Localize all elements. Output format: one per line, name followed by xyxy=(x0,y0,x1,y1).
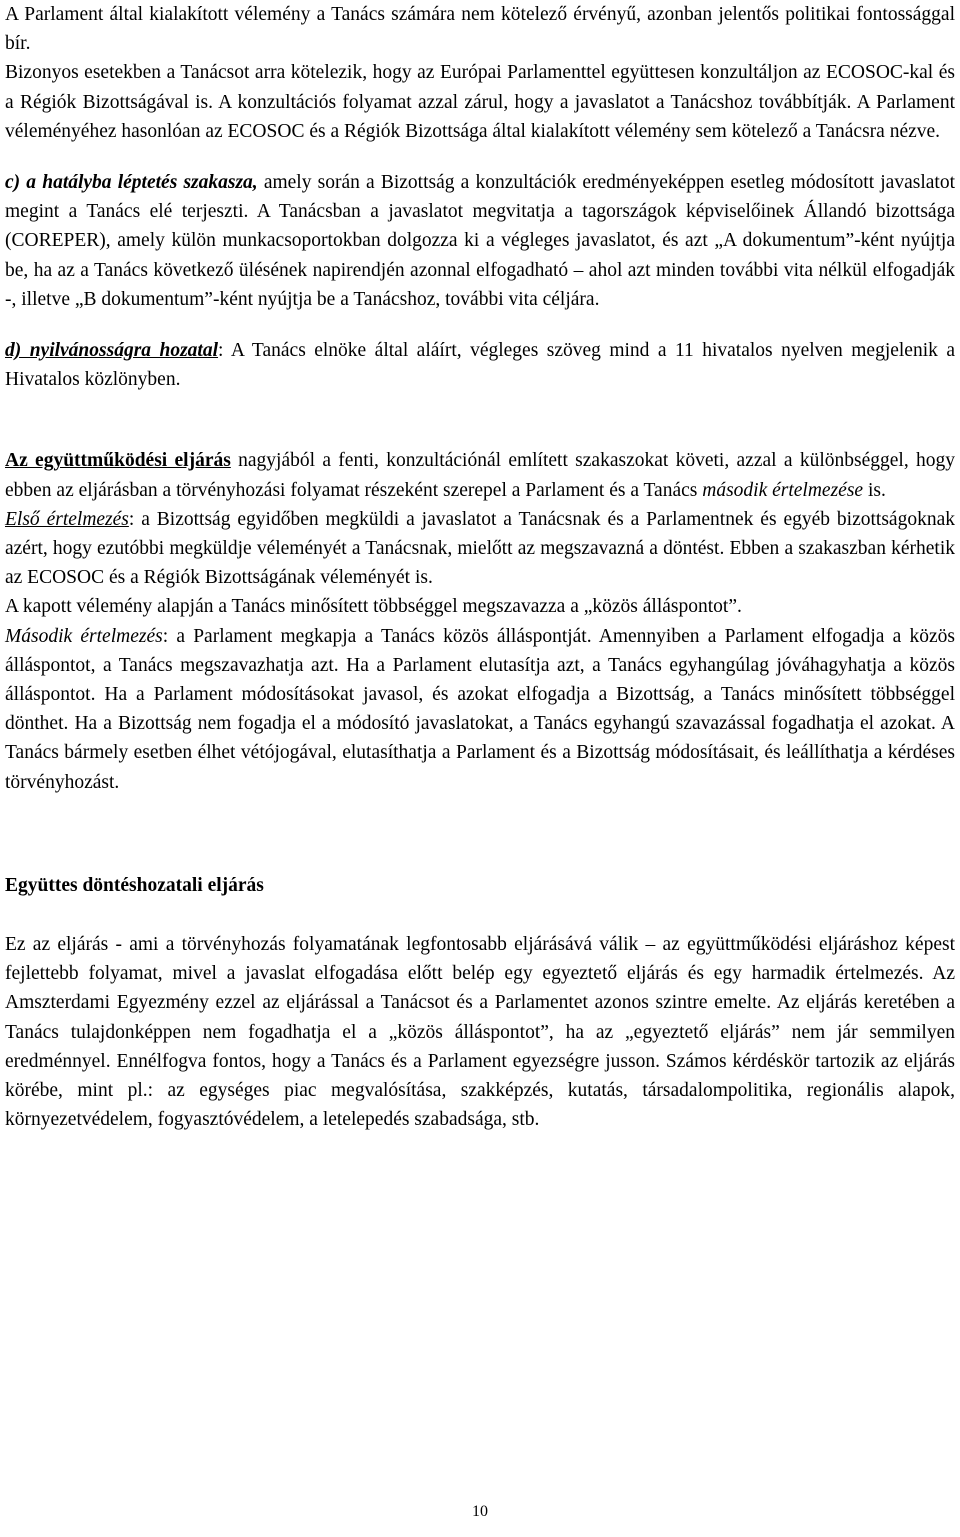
paragraph-stage-c xyxy=(5,168,955,314)
second-reading-term: második értelmezése xyxy=(702,479,864,501)
paragraph-joint-consultation: Bizonyos esetekben a Tanácsot arra kötelezik, hogy az Európai Parlamenttel együttesen konzultáljon az ECOSOC-kal és a Régiók Bizottságával is. A konzultációs folyamat azzal zárul, hogy a javaslatot a Tanácshoz továbbítják. A Parlament véleményéhez hasonlóan az ECOSOC és a Régiók Bizottsága által kialakított vélemény sem kötelező a Tanácsra nézve. xyxy=(5,62,955,142)
spacer xyxy=(5,146,955,168)
spacer xyxy=(5,797,955,871)
paragraph-stage-d xyxy=(5,336,955,394)
paragraph-parliament-opinion: A Parlament által kialakított vélemény a Tanács számára nem kötelező érvényű, azonban jelentős politikai fontossággal bír. xyxy=(5,4,955,55)
paragraph-second-reading xyxy=(5,622,955,797)
section-heading-codecision: Együttes döntéshozatali eljárás xyxy=(5,874,264,896)
cooperation-text-end: is. xyxy=(863,479,886,501)
cooperation-term: Az együttműködési eljárás xyxy=(5,450,231,472)
stage-c-text: amely során a Bizottság a konzultációk eredményeképpen esetleg módosított javaslatot megint a Tanács elé terjeszti. A Tanácsban a javaslatot megvitatja a tagországok képviselőinek Állandó bizottsága (COREPER), amely külön munkacsoportokban dolgozza ki a végleges javaslatot, és azt „A dokumentum”-ként nyújtja be, ha az a Tanács következő ülésének napirendjén azonnal elfogadható – ahol azt minden további vita nélkül elfogadják -, illetve „B dokumentum”-ként nyújtja be a Tanácshoz, további vita céljára. xyxy=(5,172,955,310)
second-reading-text: : a Parlament megkapja a Tanács közös álláspontját. Amennyiben a Parlament elfogadja a közös álláspontot, a Tanács megszavazhatja azt. Ha a Parlament elutasítja azt, a Tanács egyhangúlag jóváhagyhatja a közös álláspontot. Ha a Parlament módosításokat javasol, és azokat elfogadja a Bizottság, a Tanács minősített többséggel dönthet. Ha a Bizottság nem fogadja el a módosító javaslatokat, a Tanács egyhangú szavazással fogadhatja el azokat. A Tanács bármely esetben élhet vétójogával, elutasíthatja a Parlament és a Bizottság módosításait, és leállíthatja a kérdéses törvényhozást. xyxy=(5,625,955,793)
stage-d-text: : A Tanács elnöke által aláírt, végleges szöveg mind a 11 hivatalos nyelven megjelenik a Hivatalos közlönyben. xyxy=(5,340,955,391)
stage-d-label: d) nyilvánosságra hozatal xyxy=(5,340,219,362)
cooperation-text: nagyjából a fenti, konzultációnál említett szakaszokat követi, azzal a különbséggel, hogy ebben az eljárásban a törvényhozási folyamat részeként szerepel a Parlament és a Tanács xyxy=(5,450,955,501)
page-number: 10 xyxy=(472,1503,488,1520)
paragraph-council-position: A kapott vélemény alapján a Tanács minősített többséggel megszavazza a „közös álláspontot”. xyxy=(5,596,742,618)
spacer xyxy=(5,394,955,446)
spacer xyxy=(5,314,955,336)
second-reading-label: Második értelmezés xyxy=(5,625,163,647)
first-reading-label: Első értelmezés xyxy=(5,508,129,530)
paragraph-first-reading xyxy=(5,505,955,593)
paragraph-cooperation-procedure xyxy=(5,446,955,504)
paragraph-codecision: Ez az eljárás - ami a törvényhozás folyamatának legfontosabb eljárásává válik – az együttműködési eljáráshoz képest fejlettebb folyamat, mivel a javaslat elfogadása előtt belép egy egyeztető eljárás és egy harmadik értelmezés. Az Amszterdami Egyezmény ezzel az eljárással a Tanácsot és a Parlamentet azonos szintre emelte. Az eljárás keretében a Tanács tulajdonképpen nem fogadhatja el a „közös álláspontot”, ha az „egyeztető eljárás” nem jár semmilyen eredménnyel. Ennélfogva fontos, hogy a Tanács és a Parlament egyezségre jusson. Számos kérdéskör tartozik az eljárás körébe, mint pl.: az egységes piac megvalósítása, szakképzés, kutatás, társadalompolitika, regionális alapok, környezetvédelem, fogyasztóvédelem, a letelepedés szabadsága, stb. xyxy=(5,934,955,1131)
stage-c-label: c) a hatályba léptetés szakasza, xyxy=(5,172,258,194)
first-reading-text: : a Bizottság egyidőben megküldi a javaslatot a Tanácsnak és a Parlamentnek és egyéb bizottságoknak azért, hogy ezutóbbi megküldje véleményét a Tanácsnak, mielőtt az megszavazná a döntést. Ebben a szakaszban kérhetik az ECOSOC és a Régiók Bizottságának véleményét is. xyxy=(5,508,955,589)
spacer xyxy=(5,900,955,930)
document-page xyxy=(5,0,955,1135)
